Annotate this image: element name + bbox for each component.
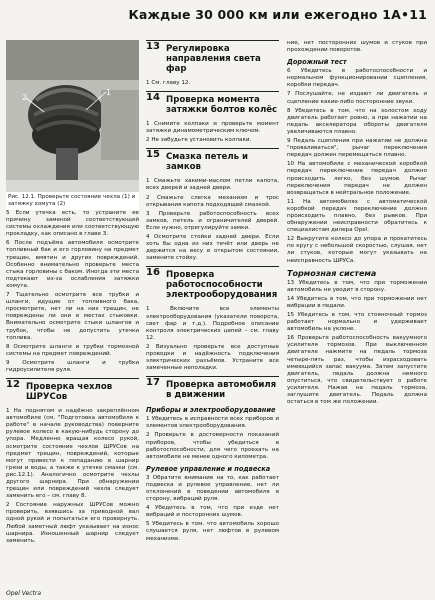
paragraph: 12 Выкрутите колесо до упора и прокатитесь по кругу с небольшой скоростью, слушая, нет ли стуков, которые могут указывать на неисправность ШРУСа. <box>287 236 427 264</box>
paragraph: 3 Проверьте работоспособность всех замков, петель и ограничителей дверей. Если нужно, отрегулируйте замки. <box>146 210 279 231</box>
header-title: Каждые 30 000 км или ежегодно 1А•11 <box>128 7 427 22</box>
page-header <box>0 4 435 30</box>
paragraph: 8 Убедитесь в том, что на холостом ходу двигатель работает ровно, а при нажатии на педаль акселератора обороты двигателя увеличиваются плавно. <box>287 107 427 135</box>
column-right <box>287 40 427 408</box>
svg-text:1: 1 <box>106 88 112 97</box>
section-13-heading <box>146 40 279 76</box>
paragraph: 2 Визуально проверьте все доступные проводки и надёжность подключения электрических разъёмов. Устраните все замеченные неполадки. <box>146 343 279 372</box>
column-middle <box>146 40 279 545</box>
subheading: Рулевое управление и подвеска <box>146 464 271 473</box>
paragraph: 1 Убедитесь в исправности всех приборов и элементов электрооборудования. <box>146 416 279 430</box>
figure-caption: Рис. 12.1. Проверьте состояние чехла (1) и затяжку хомута (2) <box>6 192 139 210</box>
section-14-heading <box>146 91 279 117</box>
paragraph: 9 Педаль сцепления при нажатии не должна "проваливаться", рычаг переключения передач должен перемещаться плавно. <box>287 138 427 159</box>
section-title: Проверка работоспособности электрооборудования <box>166 270 278 301</box>
cv-boot-photo <box>6 40 139 180</box>
paragraph: 11 На автомобилях с автоматической коробкой передач переключение должно происходить плавно, без рывков. При обнаружении неисправности обратитесь к специалистам дилера Opel. <box>287 198 427 234</box>
paragraph: 6 После подъёма автомобиля осмотрите топливный бак и его горловину на предмет трещин, вмятин и других повреждений. Особенно внимательно проверьте места стыка горловины с баком. Иногда эти места подтекают из-за ослабления затяжки хомута. <box>6 240 139 289</box>
paragraph: 2 Проверьте в достоверности показаний приборов, чтобы убедиться в работоспособности, для чего проехать на автомобиле не менее одного километра. <box>146 432 279 460</box>
paragraph: 14 Убедитесь в том, что при торможении нет вибрации в педали. <box>287 295 427 309</box>
page-footer: Opel Vectra <box>6 590 42 597</box>
paragraph: 4 Убедитесь в том, что при езде нет вибраций и посторонних шумов. <box>146 505 279 519</box>
section-title: Проверка момента затяжки болтов колёс <box>166 95 278 116</box>
section-number: 12 <box>6 379 20 391</box>
paragraph: 1 См. главу 12. <box>146 80 191 86</box>
figure-photo <box>6 40 139 210</box>
section-number: 17 <box>146 377 160 389</box>
paragraph: 5 Убедитесь в том, что автомобиль хорошо слушается руля, нет люфтов в рулевом механизме. <box>146 521 279 542</box>
paragraph: 16 Проверьте работоспособность вакуумного усилителя тормозов. При выключенном двигателе нажмите на педаль тормоза четыре-пять раз, чтобы израсходовать имеющийся запас вакуума. Затем запустите двигатель, педаль должна немного опуститься, что свидетельствует о работе усилителя. Нажав на педаль тормоза, заглушите двигатель. Педаль должна остаться в том же положении. <box>287 335 427 406</box>
paragraph: 13 Убедитесь в том, что при торможении автомобиль не уводит в сторону. <box>287 279 427 293</box>
subheading: Дорожный тест <box>287 58 347 67</box>
section-17-heading <box>146 376 279 402</box>
subheading: Тормозная система <box>287 268 377 278</box>
section-number: 16 <box>146 267 160 279</box>
paragraph: 6 Убедитесь в работоспособности и нормальном функционировании сцепления, коробки передач. <box>287 68 427 89</box>
column-left <box>6 40 139 547</box>
paragraph: 1 Снимите колпаки и проверьте момент затяжки динамометрическим ключом. <box>146 121 279 135</box>
section-15-heading <box>146 148 279 174</box>
section-12-heading <box>6 378 139 404</box>
section-title: Регулировка направления света фар <box>166 44 261 74</box>
section-number: 14 <box>146 92 160 104</box>
paragraph: ние, нет посторонних шумов и стуков при прохождении поворотов. <box>287 40 427 54</box>
paragraph: 7 Тщательно осмотрите все трубки и шланги, идущие от топливного бака, просмотрите, нет ли на них трещин, не повреждены ли они в местах стыковки. Внимательно осмотрите стыки шлангов и трубок, чтобы не допустить утечки топлива. <box>6 292 139 341</box>
paragraph: 10 На автомобиле с механической коробкой передач переключение передач должно происходить легко, без шумов. Рычаг переключения передач не должен возвращаться в нейтральное положение. <box>287 161 427 196</box>
paragraph: 1 Смажьте хакими-маслом петли капота, всех дверей и задней двери. <box>146 178 279 192</box>
paragraph: 4 Осмотрите стойки задней двери. Если хоть бы одна из них течёт или дверь не держится на весу в открытом состоянии, замените стойку. <box>146 234 279 262</box>
subheading: Приборы и электрооборудование <box>146 406 276 415</box>
section-number: 15 <box>146 149 160 161</box>
paragraph: 8 Осмотрите шланги и трубки тормозной системы на предмет повреждений. <box>6 343 139 357</box>
paragraph: 2 Состояние наружных ШРУСов можно проверить, взявшись за приводной вал одной рукой и попытаться его провернуть. Любой заметный люфт указывает на износ шарнира. Изношенный шарнир следует заменить. <box>6 502 139 544</box>
paragraph: 2 Не забудьте установить колпаки. <box>146 137 252 144</box>
paragraph: 1 Включите все элементы электрооборудования (указатели поворота, свет фар и т.д.). Подробное описание контроля электрических цепей – см. главу 12. <box>146 306 279 341</box>
paragraph: 15 Убедитесь в том, что стояночный тормоз работает нормально и удерживает автомобиль на уклоне. <box>287 312 427 333</box>
paragraph: 7 Послушайте, не издают ли двигатель и сцепление какие-либо посторонние звуки. <box>287 91 427 105</box>
section-title: Проверка чехлов ШРУСов <box>26 382 113 403</box>
paragraph: 5 Если утечка есть, то устраните ее причину заменой соответствующей системы охлаждения или соответствующую прокладку, как описано в главе 3. <box>6 210 139 238</box>
section-number: 13 <box>146 41 160 52</box>
svg-text:2: 2 <box>22 93 28 102</box>
paragraph: 2 Смажьте слегка механизм и трос открывания капота подходящей смазкой. <box>146 194 279 208</box>
section-16-heading <box>146 266 279 302</box>
section-title: Проверка автомобиля в движении <box>166 380 277 401</box>
paragraph: 1 На поднятом и надёжно закреплённом автомобиле (см. "Подготовка автомобиля к работе" в начале руководства) поверните рулевое колесо в какую-нибудь сторону до упора. Медленно вращая колесо рукой, осмотрите состояние чехлов ШРУСов на предмет трещин, повреждений, которые могут привести к попаданию в шарнир грязи и воды, а также к утечке смазки (см. рис.12.1). Аналогично осмотрите чехлы другого шарнира. При обнаружении трещин или повреждений чехла следует заменить его – см. главу 8. <box>6 408 139 500</box>
section-title: Смазка петель и замков <box>166 152 249 173</box>
paragraph: 9 Осмотрите шланги и трубки гидроусилителя руля. <box>6 359 139 373</box>
paragraph: 3 Обратите внимание на то, как работает подвеска и рулевое управление, нет ли отклонений в поведении автомобиля в сторону, вибраций руля. <box>146 474 279 503</box>
